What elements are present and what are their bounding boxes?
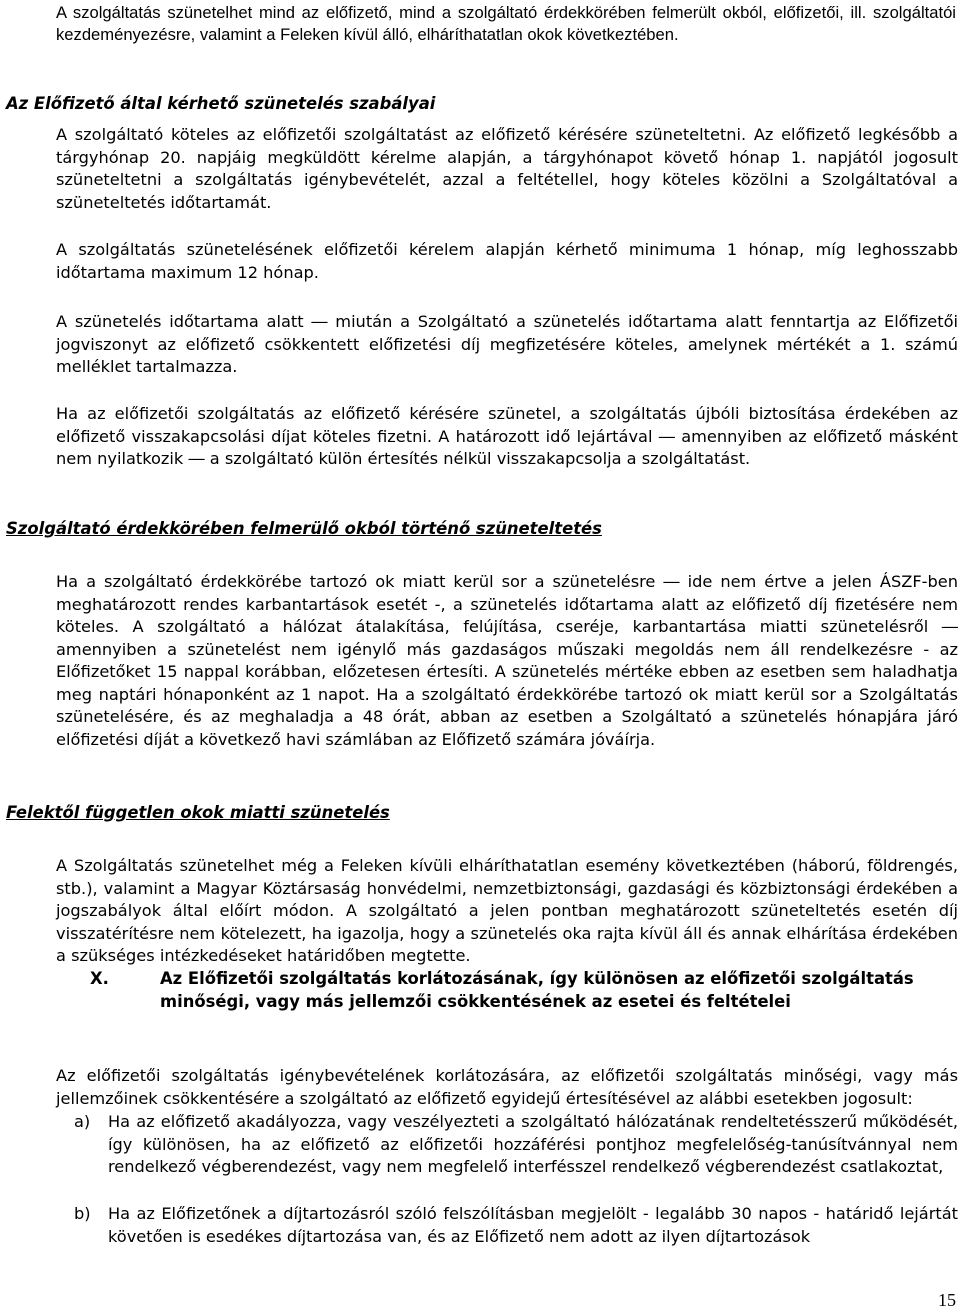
list-text-b: Ha az Előfizetőnek a díjtartozásról szóló felszólításban megjelölt - legalább 30 napos - határidő lejártát követően is esedékes díjtartozása van, és az Előfizető nem adott az ilyen díjtartozások bbox=[108, 1204, 958, 1246]
list-marker-a: a) bbox=[74, 1112, 91, 1131]
paragraph-reconnection-fee: Ha az előfizetői szolgáltatás az előfizető kérésére szünetel, a szolgáltatás újbóli biztosítása érdekében az előfizető visszakapcsolási díjat köteles fizetni. A határozott idő lejártával ― amennyiben az előfizető másként nem nyilatkozik ― a szolgáltató külön értesítés nélkül visszakapcsolja a szolgáltatást. bbox=[56, 404, 958, 468]
intro-paragraph: A szolgáltatás szünetelhet mind az előfizető, mind a szolgáltató érdekkörében felmerült okból, előfizetői, ill. szolgáltatói kezdeményezésre, valamint a Feleken kívül álló, elháríthatatlan okok következtében. bbox=[56, 3, 956, 44]
paragraph-suspension-duration: A szolgáltatás szünetelésének előfizetői kérelem alapján kérhető minimuma 1 hónap, míg leghosszabb időtartama maximum 12 hónap. bbox=[56, 240, 958, 282]
paragraph-suspension-request: A szolgáltató köteles az előfizetői szolgáltatást az előfizető kérésére szüneteltetni. Az előfizető legkésőbb a tárgyhónap 20. napjáig megküldött kérelme alapján, a tárgyhónapot követő hónap 1. napjától jogosult szüneteltetni a szolgáltatás igénybevételét, azzal a feltétellel, hogy köteles közölni a Szolgáltatóval a szüneteltetés időtartamát. bbox=[56, 125, 958, 212]
section-heading-provider-suspension: Szolgáltató érdekkörében felmerülő okból történő szüneteltetés bbox=[6, 519, 602, 538]
list-text-a: Ha az előfizető akadályozza, vagy veszélyezteti a szolgáltató hálózatának rendeltetésszerű működését, így különösen, ha az előfizető az előfizetői hozzáférési pontjhoz megfelelőség-tanúsítvánnyal nem rendelkező végberendezést, vagy nem megfelelő interfésszel rendelkező végberendezést csatlakoztat, bbox=[108, 1112, 958, 1176]
chapter-title: Az Előfizetői szolgáltatás korlátozásának, így különösen az előfizetői szolgáltatás minőségi, vagy más jellemzői csökkentésének az esetei és feltételei bbox=[160, 969, 914, 1011]
paragraph-suspension-fee: A szünetelés időtartama alatt ― miután a Szolgáltató a szünetelés időtartama alatt fenntartja az Előfizetői jogviszonyt az előfizető csökkentett előfizetési díj megfizetésére köteles, amelynek mértékét a 1. számú melléklet tartalmazza. bbox=[56, 312, 958, 376]
page-number: 15 bbox=[938, 1290, 956, 1310]
list-marker-b: b) bbox=[74, 1204, 91, 1223]
section-heading-force-majeure: Felektől független okok miatti szünetelés bbox=[6, 803, 390, 822]
chapter-number: X. bbox=[90, 969, 109, 988]
paragraph-force-majeure: A Szolgáltatás szünetelhet még a Feleken kívüli elháríthatatlan esemény következtében (háború, földrengés, stb.), valamint a Magyar Köztársaság honvédelmi, nemzetbiztonsági, gazdasági és közbiztonsági érdekében a jogszabályok által előírt módon. A szolgáltató a jelen pontban meghatározott szüneteltetés esetén díj visszatérítésre nem kötelezett, ha igazolja, hogy a szünetelés oka rajta kívül áll és annak elhárítása érdekében a szükséges intézkedéseket határidőben megtette. bbox=[56, 856, 958, 965]
section-heading-subscriber-suspension: Az Előfizető által kérhető szünetelés szabályai bbox=[6, 94, 436, 113]
paragraph-provider-suspension: Ha a szolgáltató érdekkörébe tartozó ok miatt kerül sor a szünetelésre ― ide nem értve a jelen ÁSZF-ben meghatározott rendes karbantartások esetét -, a szünetelés időtartama alatt az előfizető díj fizetésére nem köteles. A szolgáltató a hálózat átalakítása, felújítása, cseréje, karbantartása miatti szünetelésről ― amennyiben a szünetelést nem igénylő más gazdaságos műszaki megoldás nem áll rendelkezésre - az Előfizetőket 15 nappal korábban, előzetesen értesíti. A szünetelés mértéke ebben az esetben sem haladhatja meg naptári hónaponként az 1 napot. Ha a szolgáltató érdekkörébe tartozó ok miatt kerül sor a Szolgáltatás szünetelésére, és az meghaladja a 48 órát, abban az esetben a Szolgáltató a szünetelés hónapjára járó előfizetési díját a következő havi számlában az Előfizető számára jóváírja. bbox=[56, 572, 958, 749]
paragraph-restriction-intro: Az előfizetői szolgáltatás igénybevételének korlátozására, az előfizetői szolgáltatás minőségi, vagy más jellemzőinek csökkentésére a szolgáltató az előfizető egyidejű értesítésével az alábbi esetekben jogosult: bbox=[56, 1066, 958, 1108]
